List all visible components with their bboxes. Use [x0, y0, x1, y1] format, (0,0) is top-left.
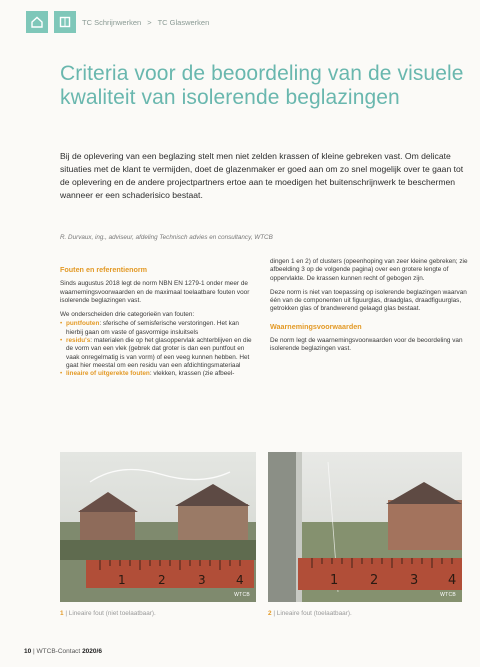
page-footer: [24, 648, 102, 655]
ruler-digit: 1: [330, 573, 339, 588]
figure-number: 2: [268, 610, 272, 617]
intro-paragraph: Bij de oplevering van een beglazing stelt men niet zelden krassen of kleine gebreken vast. Om delicate situaties met de klant te vermijden, doet de glazenmaker er goed aan om zo snel mogelijk over te gaan tot de oplevering en de andere projectpartners ertoe aan te moedigen het buitenschrijnwerk te beschermen wanneer er een schaderisico bestaat.: [60, 151, 464, 200]
publication-name: | WTCB-Contact: [33, 648, 81, 655]
list-item: [60, 370, 256, 378]
fault-term: lineaire of uitgerekte fouten: [66, 370, 150, 378]
ruler-digit: 1: [118, 573, 126, 587]
ruler-digit: 3: [198, 573, 206, 587]
right-column: [270, 258, 470, 360]
paragraph-categories: We onderscheiden drie categorieën van fouten:: [60, 311, 195, 319]
fault-term: residu's: [66, 337, 91, 345]
ruler-digit: 3: [410, 573, 419, 588]
left-column: [60, 266, 256, 379]
fault-term: puntfouten: [66, 320, 100, 328]
page-number: 10: [24, 648, 32, 655]
fault-text: : vlekken, krassen (zie afbeel-: [149, 370, 235, 378]
author-line: R. Durvaux, ing., adviseur, afdeling Technisch advies en consultancy, WTCB: [60, 234, 273, 241]
breadcrumb-separator: >: [147, 17, 152, 27]
photo-linear-fault-2: [268, 452, 462, 602]
figure-caption-1: [60, 610, 156, 617]
photo-watermark: WTCB: [440, 592, 456, 598]
paragraph-clusters: dingen 1 en 2) of clusters (opeenhoping van zeer kleine gebreken; zie afbeelding 3 op de volgende pagina) over een grotere lengte of oppervlakte. De krassen kunnen recht of gebogen zijn.: [270, 258, 468, 282]
page-title: Criteria voor de beoordeling van de visuele kwaliteit van isolerende beglazingen: [60, 62, 464, 109]
breadcrumb-item-glaswerken: TC Glaswerken: [157, 17, 210, 27]
fault-text: : sferische of semisferische verstoringen. Het kan hierbij gaan om vaste of gasvormige insluitsels: [66, 320, 239, 336]
fault-text: : materialen die op het glasoppervlak achterblijven en die de vorm van een vlek (gebrek dat groter is dan een puntfout en vaak onregelmatig is van vorm) of een veeg kunnen hebben. Het gaat hier meestal om een residu van een afdichtingsmateriaal: [66, 337, 252, 369]
ruler-digit: 4: [448, 573, 457, 588]
breadcrumb-item-schrijnwerken: TC Schrijnwerken: [82, 17, 142, 27]
ruler-digit: 2: [370, 573, 379, 588]
paragraph-scope: Deze norm is niet van toepassing op isolerende beglazingen waarvan één van de componenten uit figuurglas, draadglas, draadfiguurglas, getrokken glas of brandwerend gelaagd glas bestaat.: [270, 288, 467, 313]
section-heading-waarneming: Waarnemingsvoorwaarden: [270, 321, 362, 331]
list-item: [60, 337, 256, 370]
paragraph-norm: Sinds augustus 2018 legt de norm NBN EN 1279-1 onder meer de waarnemingsvoorwaarden en de maximaal toelaatbare fouten voor isolerende beglazingen vast.: [60, 280, 250, 304]
issue-number: 2020/6: [82, 648, 102, 655]
ruler-digit: 4: [236, 573, 244, 587]
house-icon: [26, 11, 48, 33]
figure-caption-text: | Lineaire fout (toelaatbaar).: [273, 610, 352, 617]
section-heading-fouten: Fouten en referentienorm: [60, 265, 148, 274]
breadcrumb: [26, 10, 209, 34]
figure-caption-text: | Lineaire fout (niet toelaatbaar).: [65, 610, 156, 617]
paragraph-conditions: De norm legt de waarnemingsvoorwaarden voor de beoordeling van isolerende beglazingen vast.: [270, 337, 463, 353]
photo-linear-fault-1: [60, 452, 256, 602]
ruler-digit: 2: [158, 573, 166, 587]
list-item: [60, 320, 256, 337]
figure-number: 1: [60, 610, 64, 617]
fault-list: [60, 320, 256, 378]
window-icon: [54, 11, 76, 33]
photo-watermark: WTCB: [234, 592, 250, 598]
figure-caption-2: [268, 610, 352, 617]
